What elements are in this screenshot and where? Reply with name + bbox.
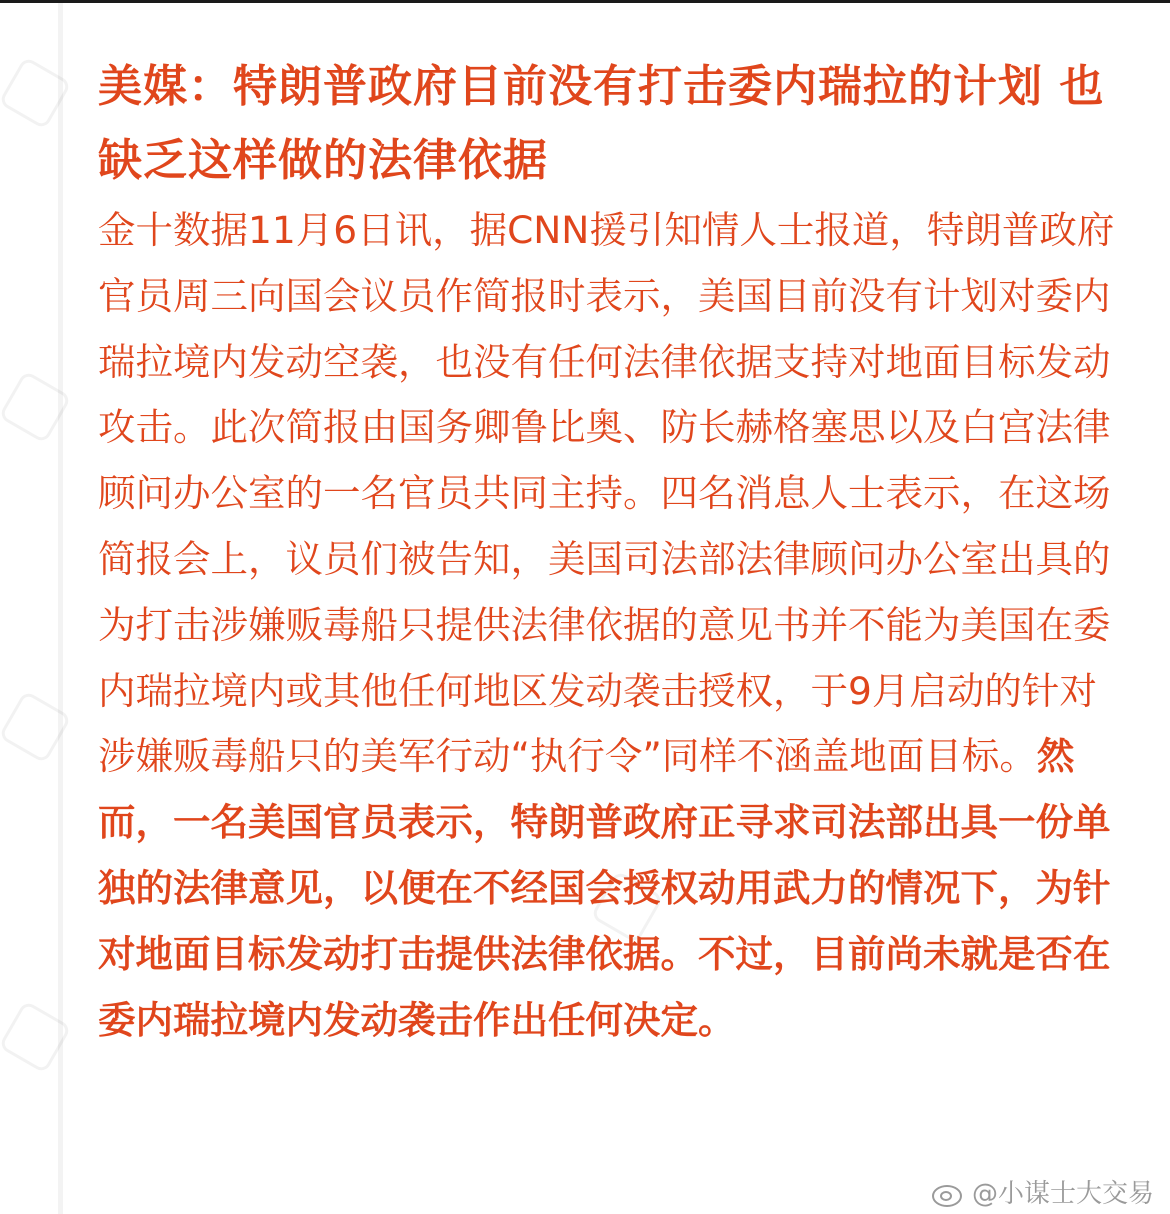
article-body-regular: 金十数据11月6日讯，据CNN援引知情人士报道，特朗普政府官员周三向国会议员作简报时表示，美国目前没有计划对委内瑞拉境内发动空袭，也没有任何法律依据支持对地面目标发动攻击。此次简报由国务卿鲁比奥、防长赫格塞思以及白宫法律顾问办公室的一名官员共同主持。四名消息人士表示，在这场简报会上，议员们被告知，美国司法部法律顾问办公室出具的为打击涉嫌贩毒船只提供法律依据的意见书并不能为美国在委内瑞拉境内或其他任何地区发动袭击授权，于9月启动的针对涉嫌贩毒船只的美军行动“执行令”同样不涵盖地面目标。 [98, 208, 1115, 779]
page-left-edge [58, 3, 63, 1214]
weibo-watermark [930, 1173, 1154, 1210]
article-body [98, 198, 1118, 1053]
top-border [0, 0, 1170, 3]
article-body-bold: 然而，一名美国官员表示，特朗普政府正寻求司法部出具一份单独的法律意见，以便在不经国会授权动用武力的情况下，为针对地面目标发动打击提供法律依据。不过，目前尚未就是否在委内瑞拉境内发动袭击作出任何决定。 [98, 734, 1111, 1042]
weibo-watermark-text: @小谋士大交易 [971, 1179, 1154, 1209]
article [98, 50, 1118, 1053]
weibo-icon [930, 1177, 966, 1207]
article-headline: 美媒：特朗普政府目前没有打击委内瑞拉的计划 也缺乏这样做的法律依据 [98, 61, 1105, 186]
